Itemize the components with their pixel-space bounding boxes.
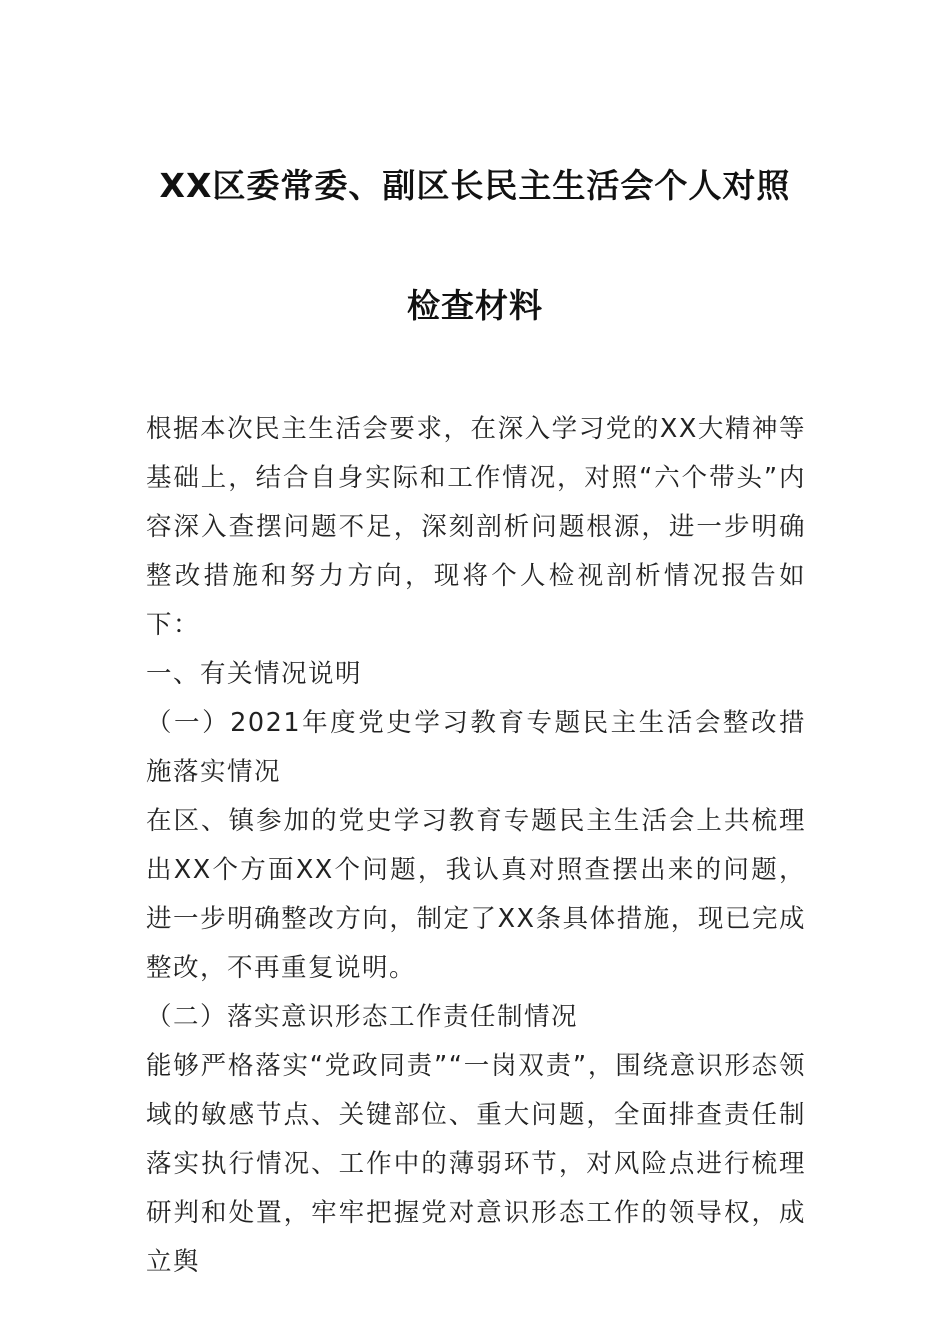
section-heading-1: 一、有关情况说明 [146,659,363,689]
document-body [146,405,806,1287]
subsection-1-paragraph: 在区、镇参加的党史学习教育专题民主生活会上共梳理出XX个方面XX个问题，我认真对照查摆出来的问题，进一步明确整改方向，制定了XX条具体措施，现已完成整改，不再重复说明。 [146,806,806,983]
document-title-line-1: XX区委常委、副区长民主生活会个人对照 [159,166,791,205]
intro-paragraph: 根据本次民主生活会要求，在深入学习党的XX大精神等基础上，结合自身实际和工作情况，对照“六个带头”内容深入查摆问题不足，深刻剖析问题根源，进一步明确整改措施和努力方向，现将个人检视剖析情况报告如下： [146,414,806,640]
subsection-heading-1: （一）2021年度党史学习教育专题民主生活会整改措施落实情况 [146,708,806,787]
subsection-2-paragraph: 能够严格落实“党政同责”“一岗双责”，围绕意识形态领域的敏感节点、关键部位、重大问题，全面排查责任制落实执行情况、工作中的薄弱环节，对风险点进行梳理研判和处置，牢牢把握党对意识形态工作的领导权，成立舆 [146,1051,806,1277]
document-title-line-2: 检查材料 [407,286,543,325]
subsection-heading-2: （二）落实意识形态工作责任制情况 [146,1002,579,1032]
